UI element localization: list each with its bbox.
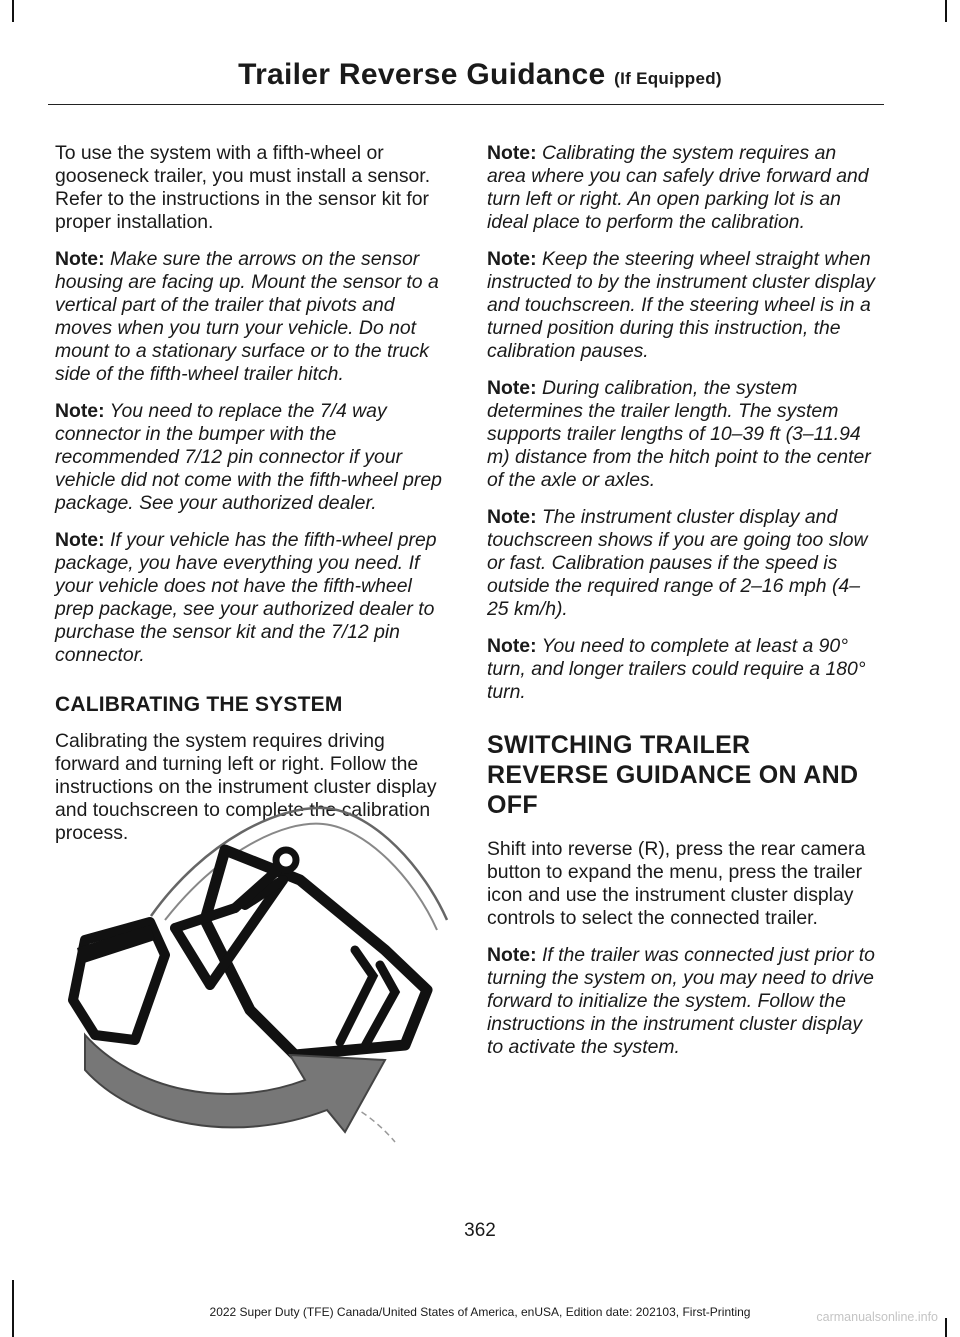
note-label: Note: bbox=[55, 400, 105, 422]
crop-mark bbox=[945, 0, 947, 22]
header-divider bbox=[48, 104, 884, 105]
note-label: Note: bbox=[487, 377, 537, 399]
crop-mark bbox=[12, 0, 14, 22]
note-label: Note: bbox=[487, 635, 537, 657]
note-text: You need to complete at least a 90° turn, and longer trailers could require a 180° turn. bbox=[487, 635, 866, 703]
note-calibration-area bbox=[487, 142, 880, 234]
note-text: You need to replace the 7/4 way connector in the bumper with the recommended 7/12 pin connector if your vehicle did not come with the fifth-wheel prep package. See your authorized dealer. bbox=[55, 400, 442, 514]
note-steering-wheel bbox=[487, 248, 880, 363]
note-initialize bbox=[487, 944, 880, 1059]
switching-paragraph: Shift into reverse (R), press the rear camera button to expand the menu, press the trailer icon and use the instrument cluster display controls to select the connected trailer. bbox=[487, 838, 866, 929]
heading-line: SWITCHING TRAILER bbox=[487, 731, 751, 759]
calibrating-paragraph: Calibrating the system requires driving forward and turning left or right. Follow the instructions on the instrument cluster display and touchscreen to complete the calibration process. bbox=[55, 730, 437, 844]
note-text: If the trailer was connected just prior to turning the system on, you may need to drive forward to initialize the system. Follow the instructions in the instrument cluster display to activate the system. bbox=[487, 944, 875, 1058]
header-title-suffix: (If Equipped) bbox=[614, 69, 722, 88]
note-label: Note: bbox=[487, 142, 537, 164]
note-label: Note: bbox=[487, 506, 537, 528]
note-text: The instrument cluster display and touchscreen shows if you are going too slow or fast. Calibration pauses if the speed is outside the required range of 2–16 mph (4–25 km/h). bbox=[487, 506, 868, 620]
left-column bbox=[55, 142, 447, 859]
note-label: Note: bbox=[55, 529, 105, 551]
note-sensor-mounting bbox=[55, 248, 447, 386]
note-label: Note: bbox=[487, 944, 537, 966]
trailer-turn-illustration bbox=[55, 780, 448, 1145]
heading-line: REVERSE GUIDANCE ON AND bbox=[487, 761, 859, 789]
header-title-text: Trailer Reverse Guidance bbox=[238, 58, 606, 91]
note-trailer-length bbox=[487, 377, 880, 492]
intro-paragraph: To use the system with a fifth-wheel or gooseneck trailer, you must install a sensor. Refer to the instructions in the sensor kit for proper installation. bbox=[55, 142, 431, 233]
footer-edition-text: 2022 Super Duty (TFE) Canada/United States of America, enUSA, Edition date: 202103, First-Printing bbox=[209, 1305, 751, 1319]
section-heading-switching bbox=[487, 730, 880, 820]
section-heading-calibrating: CALIBRATING THE SYSTEM bbox=[55, 693, 343, 716]
heading-line: OFF bbox=[487, 791, 538, 819]
note-prep-package bbox=[55, 529, 447, 667]
sensor-icon bbox=[276, 850, 296, 870]
page-number: 362 bbox=[464, 1220, 496, 1241]
crop-mark bbox=[945, 1318, 947, 1337]
note-label: Note: bbox=[487, 248, 537, 270]
hitch-arm-2 bbox=[175, 928, 210, 985]
note-text: Make sure the arrows on the sensor housing are facing up. Mount the sensor to a vertical part of the trailer that pivots and moves when you turn your vehicle. Do not mount to a stationary surface or to the truck side of the fifth-wheel trailer hitch. bbox=[55, 248, 439, 385]
note-text: During calibration, the system determines the trailer length. The system supports trailer lengths of 10–39 ft (3–11.94 m) distance from the hitch point to the center of the axle or axles. bbox=[487, 377, 871, 491]
note-text: Calibrating the system requires an area where you can safely drive forward and turn left or right. An open parking lot is an ideal place to perform the calibration. bbox=[487, 142, 869, 233]
note-speed-range bbox=[487, 506, 880, 621]
right-column bbox=[487, 142, 880, 1073]
note-connector bbox=[55, 400, 447, 515]
note-label: Note: bbox=[55, 248, 105, 270]
note-text: Keep the steering wheel straight when instructed to by the instrument cluster display and touchscreen. If the steering wheel is in a turned position during this instruction, the calibration pauses. bbox=[487, 248, 875, 362]
page-header-title bbox=[0, 58, 960, 92]
watermark-text: carmanualsonline.info bbox=[816, 1310, 938, 1324]
note-text: If your vehicle has the fifth-wheel prep package, you have everything you need. If your vehicle does not have the fifth-wheel prep package, see your authorized dealer to purchase the sensor kit and the 7/12 pin connector. bbox=[55, 529, 437, 666]
note-turn-angle bbox=[487, 635, 880, 704]
